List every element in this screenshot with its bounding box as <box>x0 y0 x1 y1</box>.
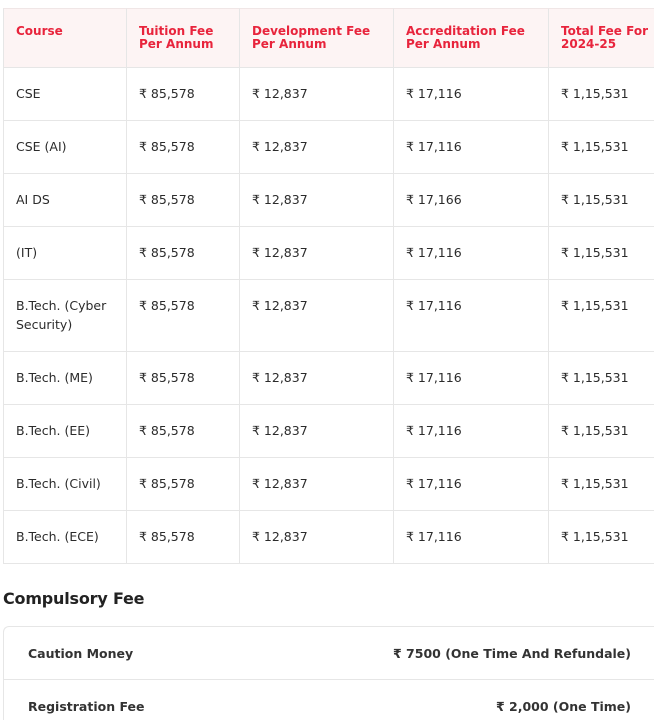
list-item <box>4 680 654 720</box>
cell-tuition-fee: ₹ 85,578 <box>127 174 240 227</box>
cell-accreditation-fee: ₹ 17,116 <box>394 458 549 511</box>
cell-development-fee: ₹ 12,837 <box>240 280 394 352</box>
cell-development-fee: ₹ 12,837 <box>240 405 394 458</box>
cell-accreditation-fee: ₹ 17,116 <box>394 405 549 458</box>
cell-tuition-fee: ₹ 85,578 <box>127 352 240 405</box>
list-item <box>4 627 654 680</box>
cell-course: CSE (AI) <box>3 121 127 174</box>
cell-development-fee: ₹ 12,837 <box>240 68 394 121</box>
table-row <box>3 352 654 405</box>
cell-tuition-fee: ₹ 85,578 <box>127 68 240 121</box>
header-accreditation-fee: Accreditation Fee Per Annum <box>394 8 549 68</box>
cell-total-fee: ₹ 1,15,531 <box>549 280 654 352</box>
cell-accreditation-fee: ₹ 17,116 <box>394 511 549 564</box>
cell-course: (IT) <box>3 227 127 280</box>
cell-total-fee: ₹ 1,15,531 <box>549 352 654 405</box>
compulsory-fee-list <box>3 626 654 720</box>
cell-accreditation-fee: ₹ 17,116 <box>394 68 549 121</box>
cell-total-fee: ₹ 1,15,531 <box>549 68 654 121</box>
cell-total-fee: ₹ 1,15,531 <box>549 511 654 564</box>
fee-value: ₹ 7500 (One Time And Refundale) <box>393 645 631 661</box>
cell-tuition-fee: ₹ 85,578 <box>127 458 240 511</box>
header-total-fee: Total Fee For 2024-25 <box>549 8 654 68</box>
cell-development-fee: ₹ 12,837 <box>240 511 394 564</box>
cell-total-fee: ₹ 1,15,531 <box>549 121 654 174</box>
header-course: Course <box>3 8 127 68</box>
cell-course: B.Tech. (Civil) <box>3 458 127 511</box>
fee-label: Registration Fee <box>28 699 145 714</box>
cell-total-fee: ₹ 1,15,531 <box>549 405 654 458</box>
table-row <box>3 280 654 352</box>
header-tuition-fee: Tuition Fee Per Annum <box>127 8 240 68</box>
cell-course: B.Tech. (EE) <box>3 405 127 458</box>
cell-accreditation-fee: ₹ 17,166 <box>394 174 549 227</box>
header-development-fee: Development Fee Per Annum <box>240 8 394 68</box>
fee-label: Caution Money <box>28 645 134 661</box>
cell-course: CSE <box>3 68 127 121</box>
cell-development-fee: ₹ 12,837 <box>240 174 394 227</box>
table-row <box>3 405 654 458</box>
cell-total-fee: ₹ 1,15,531 <box>549 227 654 280</box>
table-row <box>3 511 654 564</box>
cell-accreditation-fee: ₹ 17,116 <box>394 121 549 174</box>
cell-accreditation-fee: ₹ 17,116 <box>394 280 549 352</box>
table-row <box>3 68 654 121</box>
cell-development-fee: ₹ 12,837 <box>240 227 394 280</box>
table-header-row <box>3 8 654 68</box>
cell-course: B.Tech. (ME) <box>3 352 127 405</box>
cell-tuition-fee: ₹ 85,578 <box>127 227 240 280</box>
cell-accreditation-fee: ₹ 17,116 <box>394 352 549 405</box>
cell-course: B.Tech. (ECE) <box>3 511 127 564</box>
cell-accreditation-fee: ₹ 17,116 <box>394 227 549 280</box>
cell-development-fee: ₹ 12,837 <box>240 121 394 174</box>
compulsory-fee-title: Compulsory Fee <box>3 589 145 608</box>
table-row <box>3 174 654 227</box>
table-row <box>3 458 654 511</box>
cell-tuition-fee: ₹ 85,578 <box>127 405 240 458</box>
cell-development-fee: ₹ 12,837 <box>240 352 394 405</box>
table-row <box>3 227 654 280</box>
fee-table <box>3 8 654 564</box>
cell-tuition-fee: ₹ 85,578 <box>127 511 240 564</box>
cell-tuition-fee: ₹ 85,578 <box>127 121 240 174</box>
cell-total-fee: ₹ 1,15,531 <box>549 174 654 227</box>
cell-course: AI DS <box>3 174 127 227</box>
cell-development-fee: ₹ 12,837 <box>240 458 394 511</box>
table-row <box>3 121 654 174</box>
fee-value: ₹ 2,000 (One Time) <box>495 699 631 714</box>
cell-tuition-fee: ₹ 85,578 <box>127 280 240 352</box>
cell-total-fee: ₹ 1,15,531 <box>549 458 654 511</box>
cell-course: B.Tech. (Cyber Security) <box>3 280 127 352</box>
